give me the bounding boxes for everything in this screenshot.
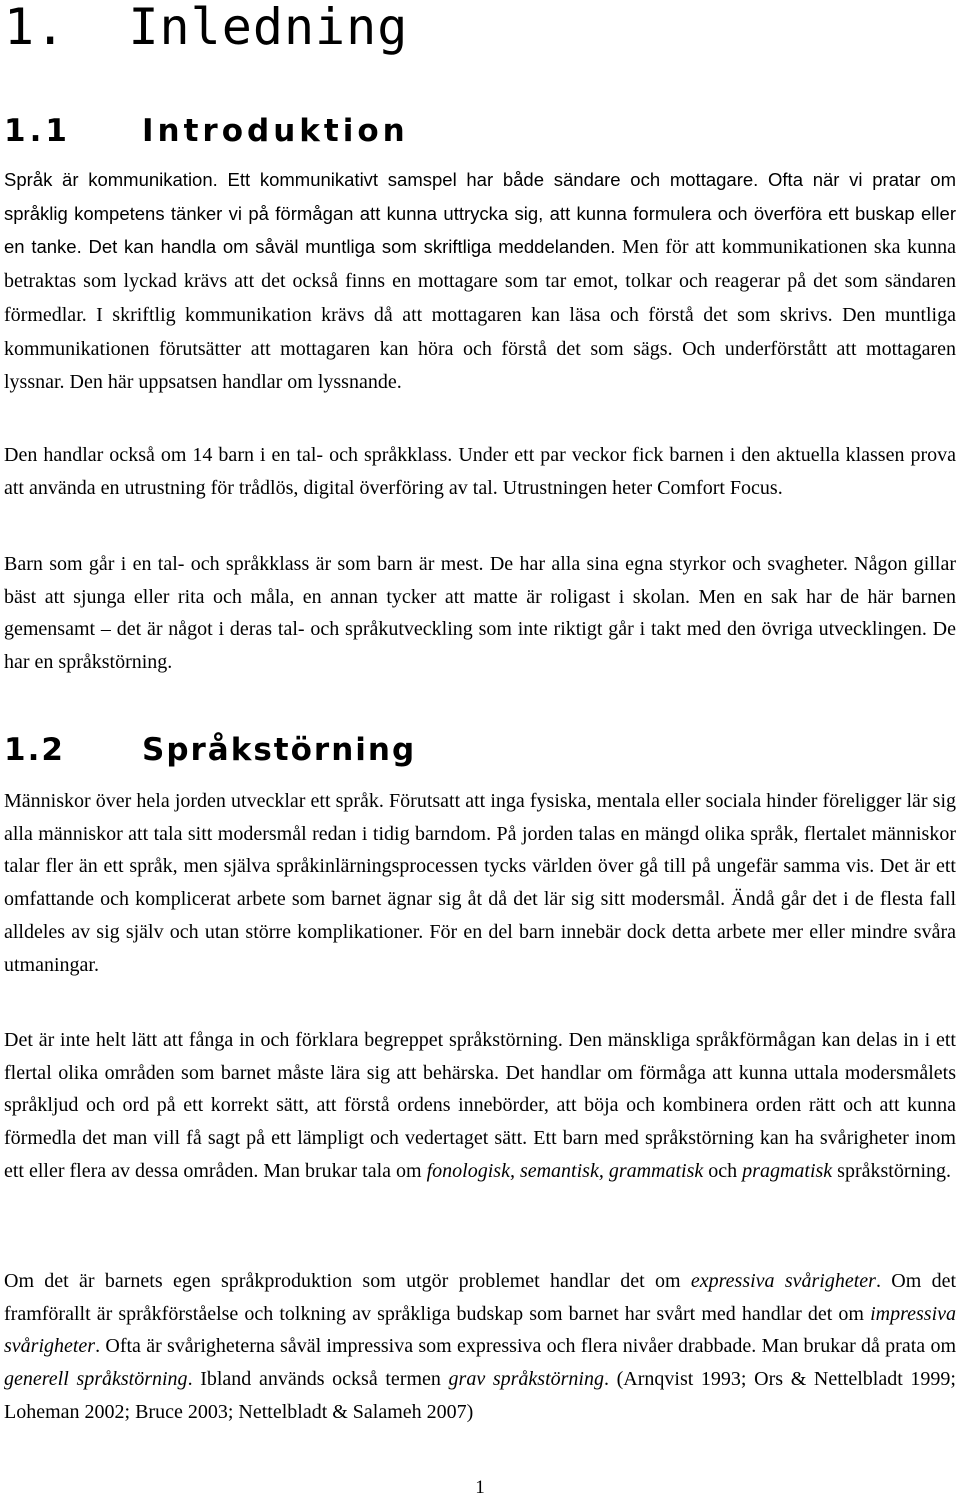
section-title: Språkstörning [142,732,417,768]
text-run: . Ibland används också termen [187,1368,449,1391]
italic-term: grav språkstörning [448,1368,604,1391]
sprak-paragraph-3 [4,1265,956,1429]
italic-term: expressiva svårigheter [690,1270,876,1292]
text-run: . (Arnqvist 1993; Ors & Nettelbladt 1999; Loheman 2002; Bruce 2003; Nettelbladt & Salameh 2007) [4,1368,956,1423]
text-run: Det är inte helt lätt att fånga in och förklara begreppet språkstörning. Den mänskliga språkförmågan kan delas in i ett flertal olika områden som barnet måste lära sig att behärska. Det handlar om förmåga att kunna uttala modersmålets språkljud och ord på ett korrekt sätt, att förstå ordens innebörder, att böja och kombinera orden rätt och att kunna förmedla det man vill få sagt på ett lämpligt och vedertaget sätt. Ett barn med språkstörning kan ha svårigheter inom ett eller flera av dessa områden. Man brukar tala om [4,1029,956,1182]
intro-paragraph-1-sans: Språk är kommunikation. Ett kommunikativt samspel har både sändare och mottagare. Ofta när vi pratar om språklig kompetens tänker vi på förmågan att kunna uttrycka sig, att kunna formulera och överföra ett buskap eller en tanke. Det kan handla om såväl muntliga som skriftliga meddelanden. [4,169,956,258]
sprak-paragraph-1: Människor över hela jorden utvecklar ett språk. Förutsatt att inga fysiska, mentala eller sociala hinder föreligger lär sig alla människor att tala sitt modersmål redan i tidig barndom. På jorden talas en mängd olika språk, flertalet människor talar fler än ett språk, men själva språkinlärningsprocessen tycks världen över gå till på ungefär samma vis. Det är ett omfattande och komplicerat arbete som barnet ägnar sig åt då det lär sig sitt modersmål. Ändå går det i de flesta fall alldeles av sig själv och utan större komplikationer. För en del barn innebär dock detta arbete mer eller mindre svåra utmaningar. [4,790,956,976]
page-number: 1 [475,1477,485,1498]
text-run: . Ofta är svårigheterna såväl impressiva som expressiva och flera nivåer drabbade. Man brukar då prata om [95,1335,956,1358]
italic-term: pragmatisk [742,1159,833,1182]
intro-paragraph-3: Barn som går i en tal- och språkklass är som barn är mest. De har alla sina egna styrkor och svagheter. Någon gillar bäst att sjunga eller rita och måla, en annan tycker att matte är roligast i skolan. Men en sak har de här barnen gemensamt – det är något i deras tal- och språkutveckling som inte riktigt går i takt med den övriga utvecklingen. De har en språkstörning. [4,553,956,674]
text-run: och [703,1159,743,1182]
section-number: 1.2 [4,732,65,768]
sprak-paragraph-2 [4,1024,956,1188]
intro-paragraph-1 [4,164,956,400]
chapter-heading [4,0,408,58]
intro-paragraph-1-serif: Men för att kommunikationen ska kunna betraktas som lyckad krävs att det också finns en mottagare som tar emot, tolkar och reagerar på det som sändaren förmedlar. I skriftlig kommunikation krävs då att mottagaren kan läsa och förstå det som skrivs. Den muntliga kommunikationen förutsätter att mottagaren kan höra och förstå det som sägs. Och underförstått att mottagaren lyssnar. Den här uppsatsen handlar om lyssnande. [4,236,956,394]
text-run: . Om det framförallt är språkförståelse och tolkning av språkliga budskap som barnet har svårt med handlar det om [4,1270,957,1325]
chapter-title: Inledning [128,0,409,56]
section-heading-1-2 [4,730,416,770]
intro-paragraph-2: Den handlar också om 14 barn i en tal- och språkklass. Under ett par veckor fick barnen i den aktuella klassen prova att använda en utrustning för trådlös, digital överföring av tal. Utrustningen heter Comfort Focus. [4,444,956,499]
italic-term: generell språkstörning [4,1368,188,1391]
chapter-number: 1. [4,0,67,56]
text-run: Om det är barnets egen språkproduktion som utgör problemet handlar det om [4,1270,691,1292]
italic-term: fonologisk, semantisk, grammatisk [426,1159,704,1182]
section-number: 1.1 [4,113,71,149]
italic-term: impressiva svårigheter [4,1302,956,1358]
section-heading-1-1 [4,111,409,151]
text-run: språkstörning. [832,1159,952,1182]
section-title: Introduktion [142,113,409,149]
